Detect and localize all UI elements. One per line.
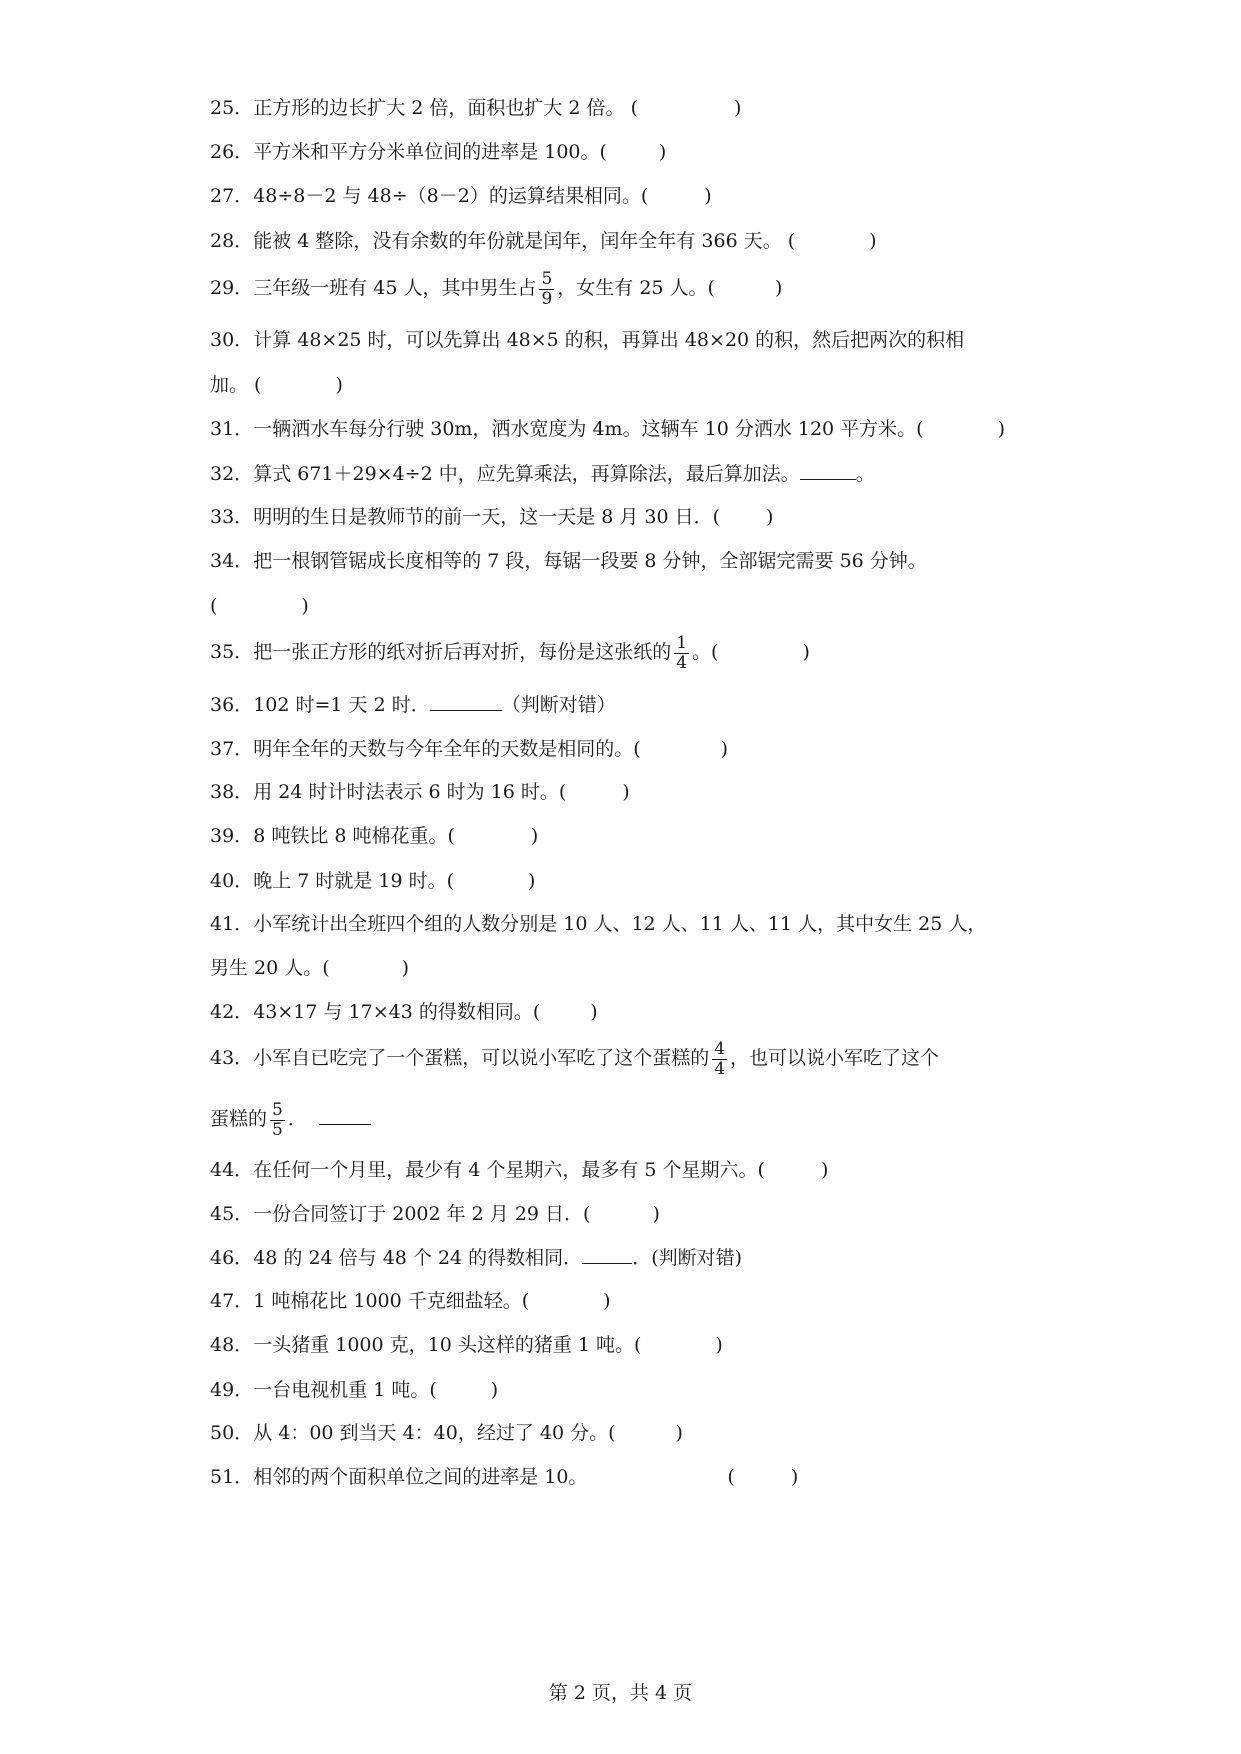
question-text: 平方米和平方分米单位间的进率是 100。( [253,141,607,163]
fraction-5-9: $\frac{5}{9}$ [541,268,553,309]
answer-paren-close: ) [802,641,810,663]
question-46: 46．48 的 24 倍与 48 个 24 的得数相同． ．(判断对错) [210,1247,743,1269]
answer-paren-close: ) [335,374,343,396]
question-36: 36．102 时=1 天 2 时． （判断对错） [210,694,616,716]
question-35: 35．把一张正方形的纸对折后再对折，每份是这张纸的 $\frac{1}{4}$ 。( ) [210,632,810,673]
question-26: 26．平方米和平方分米单位间的进率是 100。( ) [210,141,667,163]
question-51: 51．相邻的两个面积单位之间的进率是 10。 ( ) [210,1466,799,1488]
answer-paren-close: ) [820,1159,829,1181]
question-25: 25．正方形的边长扩大 2 倍，面积也扩大 2 倍。 ( ) [210,97,742,119]
question-text: 从 4：00 到当天 4：40，经过了 40 分。( [253,1422,616,1444]
question-43: 43．小军自已吃完了一个蛋糕，可以说小军吃了这个蛋糕的 $\frac{4}{4}$ ，也可以说小军吃了这个 [210,1038,940,1079]
answer-paren-close: ) [869,230,877,252]
fraction-4-4: $\frac{4}{4}$ [714,1038,726,1079]
answer-paren-close: ) [652,1203,660,1225]
question-text: 算式 671＋29×4÷2 中，应先算乘法，再算除法，最后算加法。 [253,463,800,485]
answer-paren-close: ) [622,781,630,803]
question-text: 正方形的边长扩大 2 倍，面积也扩大 2 倍。 ( [253,97,638,119]
question-text: 102 时=1 天 2 时． [253,694,430,716]
answer-paren-close: ) [790,1466,799,1488]
question-text: 43×17 与 17×43 的得数相同。( [253,1001,541,1023]
answer-paren-close: ) [997,418,1006,440]
answer-paren-close: ) [774,277,783,299]
answer-paren-close: ) [766,506,774,528]
answer-paren-close: ) [733,97,742,119]
question-28: 28．能被 4 整除，没有余数的年份就是闰年，闰年全年有 366 天。 ( ) [210,230,877,252]
question-48: 48．一头猪重 1000 克，10 头这样的猪重 1 吨。( ) [210,1334,723,1356]
answer-paren-close: ) [675,1422,683,1444]
answer-paren-close: ) [603,1290,611,1312]
question-27: 27．48÷8－2 与 48÷（8－2）的运算结果相同。( ) [210,185,712,207]
question-text: 48÷8－2 与 48÷（8－2）的运算结果相同。( [253,185,649,207]
question-41-continued: 男生 20 人。( ) [210,957,410,979]
question-34-continued: ( ) [210,595,309,617]
question-text: 相邻的两个面积单位之间的进率是 10。 [253,1466,588,1488]
answer-blank[interactable] [319,1106,371,1125]
question-text: 明明的生日是教师节的前一天，这一天是 8 月 30 日．( [253,506,721,528]
question-49: 49．一台电视机重 1 吨。( ) [210,1379,499,1401]
question-text: 用 24 时计时法表示 6 时为 16 时。( [253,781,567,803]
question-text: 能被 4 整除，没有余数的年份就是闰年，闰年全年有 366 天。 ( [253,230,796,252]
question-45: 45．一份合同签订于 2002 年 2 月 29 日．( ) [210,1203,660,1225]
question-39: 39．8 吨铁比 8 吨棉花重。( ) [210,825,539,847]
answer-paren-close: ) [301,595,309,617]
question-text: 晚上 7 时就是 19 时。( [253,870,455,892]
answer-blank[interactable] [430,692,502,711]
question-32: 32．算式 671＋29×4÷2 中，应先算乘法，再算除法，最后算加法。 。 [210,463,875,485]
question-41: 41．小军统计出全班四个组的人数分别是 10 人、12 人、11 人、11 人，其中女生 25 人， [210,913,987,935]
answer-paren-close: ) [715,1334,723,1356]
question-47: 47．1 吨棉花比 1000 千克细盐轻。( ) [210,1290,611,1312]
answer-paren-close: ) [658,141,667,163]
question-text: 48 的 24 倍与 48 个 24 的得数相同． [253,1247,583,1269]
question-text: 8 吨铁比 8 吨棉花重。( [253,825,455,847]
question-33: 33．明明的生日是教师节的前一天，这一天是 8 月 30 日．( ) [210,506,774,528]
question-29: 29．三年级一班有 45 人，其中男生占 $\frac{5}{9}$ ，女生有 25 人。( ) [210,268,783,309]
question-40: 40．晚上 7 时就是 19 时。( ) [210,870,536,892]
question-text: 一份合同签订于 2002 年 2 月 29 日．( [253,1203,591,1225]
answer-paren-close: ) [490,1379,499,1401]
question-34: 34．把一根钢管锯成长度相等的 7 段，每锯一段要 8 分钟，全部锯完需要 56 分钟。 [210,550,927,572]
question-text: 把一根钢管锯成长度相等的 7 段，每锯一段要 8 分钟，全部锯完需要 56 分钟。 [253,550,927,572]
question-text: 1 吨棉花比 1000 千克细盐轻。( [253,1290,530,1312]
answer-paren-close: ) [590,1001,598,1023]
question-37: 37．明年全年的天数与今年全年的天数是相同的。( ) [210,738,729,760]
question-50: 50．从 4：00 到当天 4：40，经过了 40 分。( ) [210,1422,683,1444]
question-text: 一台电视机重 1 吨。( [253,1379,437,1401]
answer-paren-close: ) [401,957,410,979]
answer-blank[interactable] [582,1245,632,1264]
answer-paren-close: ) [528,870,536,892]
question-42: 42．43×17 与 17×43 的得数相同。( ) [210,1001,598,1023]
question-43-continued: 蛋糕的 $\frac{5}{5}$ ． [210,1097,371,1141]
page-footer: 第 2 页，共 4 页 [548,1682,693,1704]
answer-blank[interactable] [800,461,856,480]
question-30: 30．计算 48×25 时，可以先算出 48×5 的积，再算出 48×20 的积，然后把两次的积相 [210,329,965,351]
fraction-1-4: $\frac{1}{4}$ [676,632,688,673]
question-text: 在任何一个月里，最少有 4 个星期六，最多有 5 个星期六。( [253,1159,765,1181]
fraction-5-5: $\frac{5}{5}$ [272,1099,283,1140]
question-text: 一辆洒水车每分行驶 30m，洒水宽度为 4m。这辆车 10 分洒水 120 平方米。( [253,418,924,440]
question-text: 小军统计出全班四个组的人数分别是 10 人、12 人、11 人、11 人，其中女生 25 人， [253,913,987,935]
question-30-continued: 加。 ( ) [210,374,343,396]
question-38: 38．用 24 时计时法表示 6 时为 16 时。( ) [210,781,630,803]
answer-paren-close: ) [704,185,712,207]
question-text: 计算 48×25 时，可以先算出 48×5 的积，再算出 48×20 的积，然后把两次的积相 [253,329,965,351]
question-text: 明年全年的天数与今年全年的天数是相同的。( [253,738,641,760]
answer-paren-close: ) [530,825,539,847]
question-31: 31．一辆洒水车每分行驶 30m，洒水宽度为 4m。这辆车 10 分洒水 120 平方米。( ) [210,418,1006,440]
question-44: 44．在任何一个月里，最少有 4 个星期六，最多有 5 个星期六。( ) [210,1159,829,1181]
answer-paren-close: ) [720,738,729,760]
question-text: 一头猪重 1000 克，10 头这样的猪重 1 吨。( [253,1334,642,1356]
answer-paren-open: ( [727,1466,735,1488]
